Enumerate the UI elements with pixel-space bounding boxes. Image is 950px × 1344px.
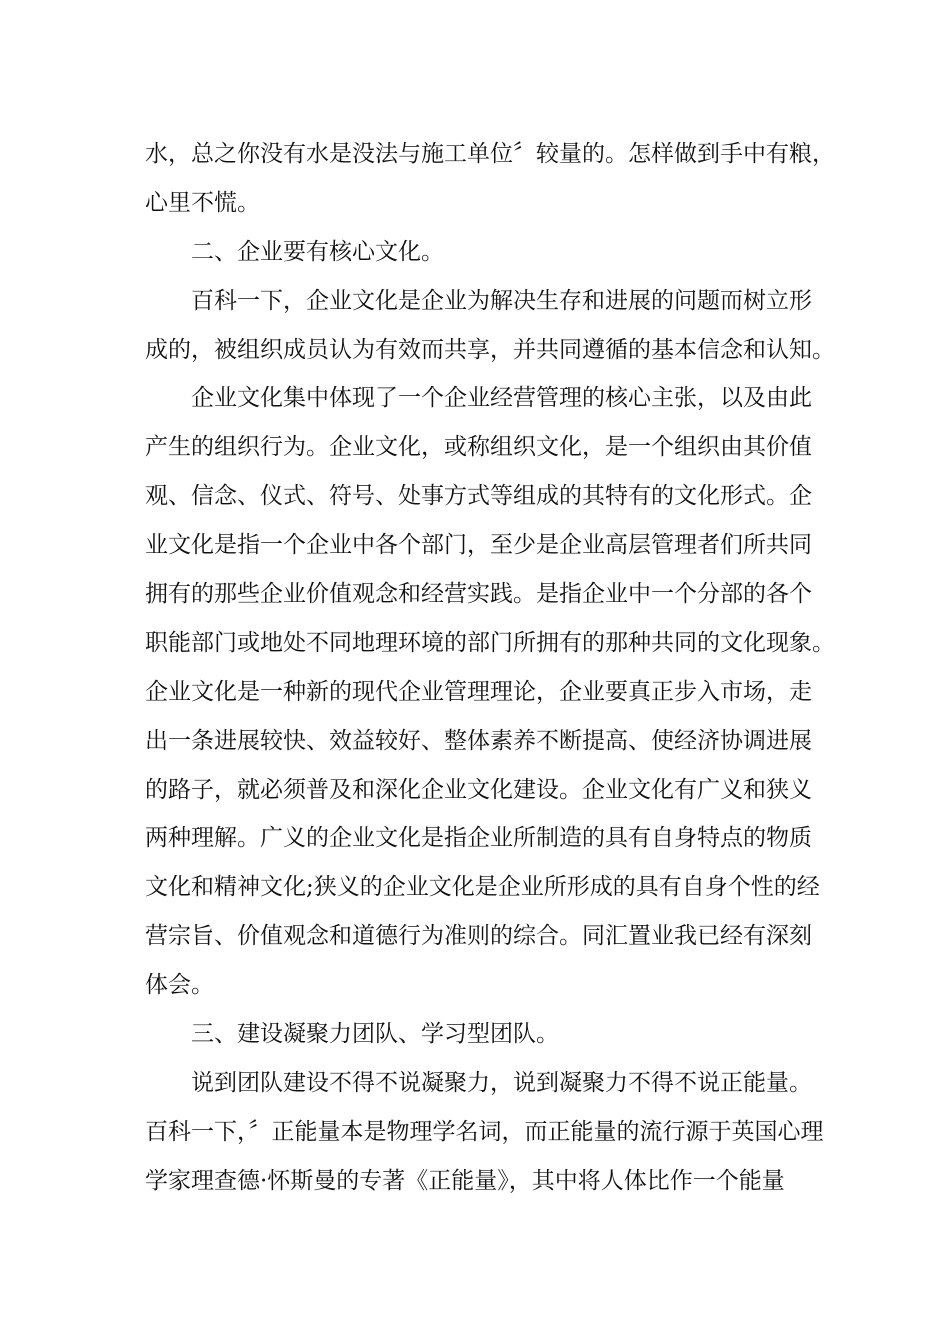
text-line-15: 两种理解。广义的企业文化是指企业所制造的具有自身特点的物质 — [145, 825, 812, 852]
text-line-2: 心里不慌。 — [145, 189, 260, 216]
text-line-13: 出一条进展较快、效益较好、整体素养不断提高、使经济协调进展 — [145, 727, 812, 754]
text-line-16: 文化和精神文化;狭义的企业文化是企业所形成的具有自身个性的经 — [145, 874, 820, 901]
text-line-8: 观、信念、仪式、符号、处事方式等组成的其特有的文化形式。企 — [145, 483, 812, 510]
text-line-17: 营宗旨、价值观念和道德行为准则的综合。同汇置业我已经有深刻 — [145, 923, 812, 950]
text-line-9: 业文化是指一个企业中各个部门，至少是企业高层管理者们所共同 — [145, 532, 812, 559]
text-line-11: 职能部门或地处不同地理环境的部门所拥有的那种共同的文化现象。 — [145, 629, 835, 656]
text-line-20: 说到团队建设不得不说凝聚力，说到凝聚力不得不说正能量。 — [191, 1069, 812, 1096]
document-body — [145, 130, 835, 1206]
text-line-12: 企业文化是一种新的现代企业管理理论，企业要真正步入市场，走 — [145, 678, 812, 705]
text-line-5: 成的，被组织成员认为有效而共享，并共同遵循的基本信念和认知。 — [145, 336, 835, 363]
text-line-18: 体会。 — [145, 972, 214, 999]
text-line-22: 学家理查德·怀斯曼的专著《正能量》，其中将人体比作一个能量 — [145, 1167, 785, 1194]
section-heading-2: 二、企业要有核心文化。 — [191, 238, 444, 265]
text-line-14: 的路子，就必须普及和深化企业文化建设。企业文化有广义和狭义 — [145, 776, 812, 803]
text-line-4: 百科一下，企业文化是企业为解决生存和进展的问题而树立形 — [191, 287, 812, 314]
section-heading-3: 三、建设凝聚力团队、学习型团队。 — [191, 1021, 559, 1048]
text-line-6: 企业文化集中体现了一个企业经营管理的核心主张，以及由此 — [191, 385, 812, 412]
text-line-21: 百科一下，〞正能量本是物理学名词，而正能量的流行源于英国心理 — [145, 1118, 824, 1145]
text-line-1: 水，总之你没有水是没法与施工单位〞较量的。怎样做到手中有粮， — [145, 141, 835, 167]
text-line-7: 产生的组织行为。企业文化，或称组织文化，是一个组织由其价值 — [145, 434, 812, 461]
text-line-10: 拥有的那些企业价值观念和经营实践。是指企业中一个分部的各个 — [145, 581, 812, 608]
